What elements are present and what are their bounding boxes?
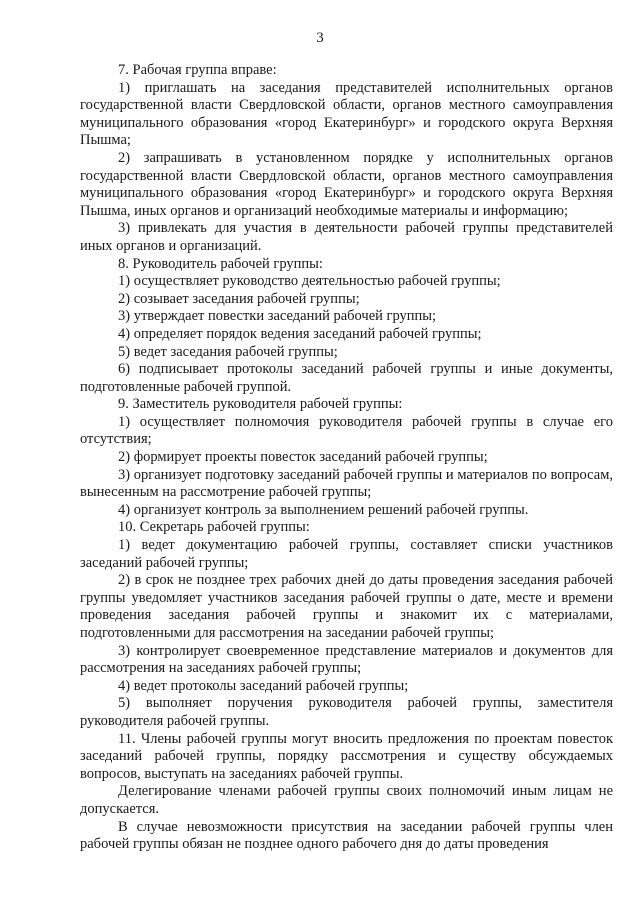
- paragraph-9-item-2: 2) формирует проекты повесток заседаний рабочей группы;: [118, 449, 488, 466]
- paragraph-10-item-3: 3) контролирует своевременное представление материалов и документов для рассмотрения на заседаниях рабочей группы;: [80, 642, 613, 677]
- paragraph-8-item-6: 6) подписывает протоколы заседаний рабочей группы и иные документы, подготовленные рабочей группой.: [80, 361, 613, 395]
- paragraph-absence: В случае невозможности присутствия на заседании рабочей группы член рабочей группы обязан не позднее одного рабочего дня до даты проведения: [80, 818, 613, 853]
- paragraph-9-item-1: 1) осуществляет полномочия руководителя рабочей группы в случае его отсутствия;: [80, 413, 613, 448]
- paragraph-8-item-2: 2) созывает заседания рабочей группы;: [118, 290, 360, 307]
- paragraph-8-item-3: 3) утверждает повестки заседаний рабочей группы;: [118, 308, 437, 325]
- paragraph-10-item-4: 4) ведет протоколы заседаний рабочей группы;: [118, 677, 409, 694]
- paragraph-10-item-5: 5) выполняет поручения руководителя рабочей группы, заместителя руководителя рабочей группы.: [80, 695, 613, 729]
- paragraph-7-heading: 7. Рабочая группа вправе:: [118, 62, 277, 78]
- paragraph-10-item-1: 1) ведет документацию рабочей группы, составляет списки участников заседаний рабочей группы;: [80, 537, 613, 571]
- paragraph-9-item-3: 3) организует подготовку заседаний рабочей группы и материалов по вопросам, вынесенным на рассмотрение рабочей группы;: [80, 466, 613, 501]
- paragraph-8-item-5: 5) ведет заседания рабочей группы;: [118, 343, 338, 360]
- paragraph-9-item-4: 4) организует контроль за выполнением решений рабочей группы.: [118, 501, 529, 518]
- paragraph-7-item-3: 3) привлекать для участия в деятельности рабочей группы представителей иных органов и организаций.: [80, 220, 613, 254]
- paragraph-7-item-1: 1) приглашать на заседания представителей исполнительных органов государственной власти Свердловской области, органов местного самоуправления муниципального образования «город Екатеринбург» и городского округа Верхняя Пышма;: [80, 79, 613, 149]
- paragraph-9-heading: 9. Заместитель руководителя рабочей группы:: [118, 396, 403, 413]
- document-body: [80, 62, 613, 854]
- paragraph-8-item-1: 1) осуществляет руководство деятельностью рабочей группы;: [118, 273, 501, 290]
- paragraph-8-heading: 8. Руководитель рабочей группы:: [118, 255, 323, 272]
- paragraph-10-item-2: 2) в срок не позднее трех рабочих дней до даты проведения заседания рабочей группы уведомляет участников заседания рабочей группы о дате, месте и времени проведения заседания рабочей группы и знакомит их с материалами, подготовленными для рассмотрения на заседании рабочей группы;: [80, 572, 613, 641]
- paragraph-8-item-4: 4) определяет порядок ведения заседаний рабочей группы;: [118, 325, 482, 342]
- paragraph-7-item-2: 2) запрашивать в установленном порядке у исполнительных органов государственной власти Свердловской области, органов местного самоуправления муниципального образования «город Екатеринбург» и городского округа Верхняя Пышма, иных органов и организаций необходимые материалы и информацию;: [80, 149, 613, 219]
- paragraph-delegation: Делегирование членами рабочей группы своих полномочий иным лицам не допускается.: [80, 783, 613, 817]
- paragraph-11: 11. Члены рабочей группы могут вносить предложения по проектам повесток заседаний рабочей группы, порядку рассмотрения и существу обсуждаемых вопросов, выступать на заседаниях рабочей группы.: [80, 730, 613, 782]
- page-number: 3: [316, 30, 324, 46]
- paragraph-10-heading: 10. Секретарь рабочей группы:: [118, 519, 310, 536]
